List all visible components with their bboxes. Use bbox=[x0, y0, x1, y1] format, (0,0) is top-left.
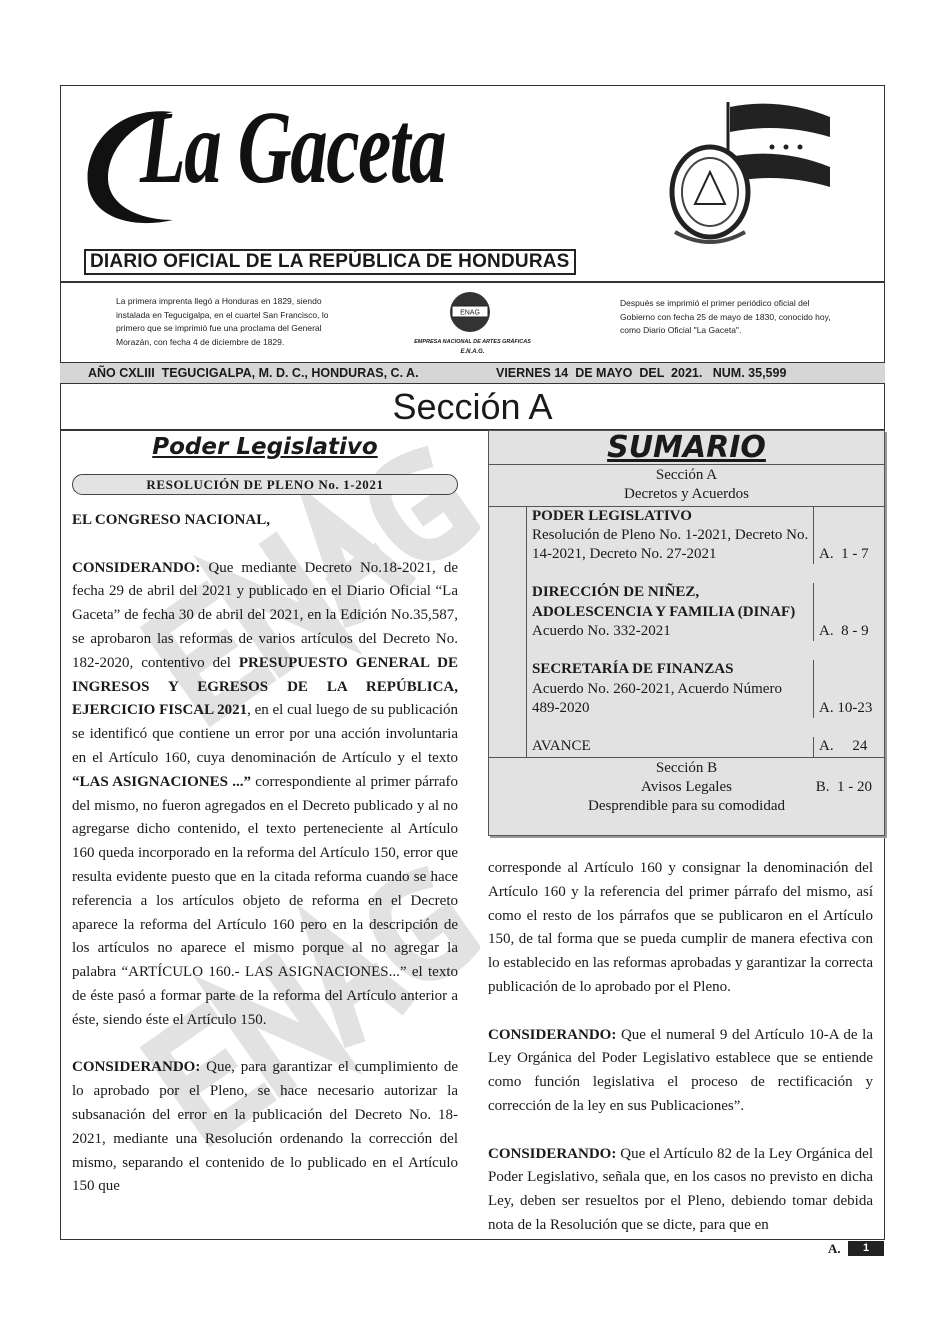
edition-date-number: VIERNES 14 DE MAYO DEL 2021. NUM. 35,599 bbox=[496, 366, 787, 380]
paragraph: corresponde al Artículo 160 y consignar la denominación del Artículo 160 y la referencia del primer párrafo del mismo, así como el resto de los párrafos que se publicaron en el Artículo 150, de tal forma que se pueda cumplir de manera efectiva con lo establecido en las reformas aprobadas y garantizar la correcta publicación de lo aprobado por el Pleno. bbox=[488, 860, 873, 995]
left-article-body bbox=[72, 509, 458, 1199]
text: Que el numeral 9 del Artículo 10-A de la Ley Orgánica del Poder Legislativo establece que se entiende como función legislativa el proceso de rectificación y corrección de la ley en sus Publicaciones”. bbox=[488, 1026, 873, 1114]
date-bar bbox=[60, 362, 885, 384]
text-bold: PRESUPUESTO GENERAL DE INGRESOS Y EGRESOS DE LA REPÚBLICA, EJERCICIO FISCAL 2021 bbox=[72, 654, 458, 719]
sumario-entry bbox=[527, 660, 884, 718]
paragraph-heading: EL CONGRESO NACIONAL, bbox=[72, 512, 270, 528]
sumario-box bbox=[488, 430, 885, 836]
paragraph bbox=[72, 557, 458, 1033]
sumario-title: SUMARIO bbox=[489, 431, 884, 465]
footer-section: A. bbox=[828, 1241, 841, 1256]
history-note-left: La primera imprenta llegó a Honduras en 1829, siendo instalada en Tegucigalpa, en el cuartel San Francisco, lo primero que se imprimió fue una proclama del General Morazán, con fecha 4 de diciembre de 1829. bbox=[116, 296, 329, 347]
sumario-entry-body: Resolución de Pleno No. 1-2021, Decreto No. 14-2021, Decreto No. 27-2021 bbox=[532, 526, 809, 563]
paragraph bbox=[488, 1024, 873, 1119]
history-note-right: Después se imprimió el primer periódico oficial del Gobierno con fecha 25 de mayo de 1830, conocido hoy, como Diario Oficial "La Gaceta". bbox=[620, 298, 831, 335]
sumario-entry-body: Acuerdo No. 260-2021, Acuerdo Número 489-2020 bbox=[532, 680, 782, 716]
right-article-body bbox=[488, 857, 873, 1262]
enag-short: E.N.A.G. bbox=[460, 349, 485, 355]
sumario-entry-body: AVANCE bbox=[532, 738, 591, 755]
text-bold: “LAS ASIGNACIONES ...” bbox=[72, 773, 252, 790]
resolution-banner: RESOLUCIÓN DE PLENO No. 1-2021 bbox=[72, 474, 458, 495]
masthead-title: La Gaceta bbox=[140, 90, 446, 205]
sumario-entry-body: Acuerdo No. 332-2021 bbox=[532, 623, 671, 640]
sumario-section-a-sub: Decretos y Acuerdos bbox=[624, 486, 749, 503]
sumario-section-b-label: Sección B bbox=[655, 759, 718, 776]
page-number: 1 bbox=[848, 1241, 884, 1256]
edition-location: AÑO CXLIII TEGUCIGALPA, M. D. C., HONDURAS, C. A. bbox=[88, 366, 419, 380]
section-title: Sección A bbox=[392, 386, 553, 427]
section-heading: Poder Legislativo bbox=[152, 434, 378, 460]
sumario-entry bbox=[527, 583, 884, 641]
sumario-section-b-note: Desprendible para su comodidad bbox=[587, 798, 786, 815]
paragraph bbox=[488, 1143, 873, 1238]
sumario-entry-pages: A. 10-23 bbox=[819, 699, 873, 716]
sumario-section-a-label: Sección A bbox=[655, 467, 718, 483]
sumario-entry-pages: A. 1 - 7 bbox=[819, 546, 869, 563]
divider bbox=[60, 281, 885, 283]
text: Que, para garantizar el cumplimiento de lo aprobado por el Pleno, se hace necesario autorizar la subsanación del error en la publicación del Decreto No. 18-2021, mediante una Resolución ordenando la corrección del mismo, separando el contenido de lo publicado en el Artículo 150 que bbox=[72, 1059, 458, 1195]
text: Que mediante Decreto No.18-2021, de fecha 29 de abril del 2021 y publicado en el Diario Oficial “La Gaceta” de fecha 30 de abril del 2021, en la Edición No.35,587, se aprobaron las reformas de varios artículos del Decreto No. 182-2020, contentivo del bbox=[72, 559, 458, 671]
sumario-entries bbox=[526, 507, 884, 757]
enag-badge: ENAG bbox=[460, 309, 480, 317]
coat-of-arms-icon bbox=[660, 92, 840, 257]
sumario-section-b bbox=[489, 757, 884, 835]
text: Que el Artículo 82 de la Ley Orgánica del Poder Legislativo, señala que, en los casos no previsto en dicha Ley, deben ser resueltos por el Pleno, debiendo tomar debida nota de la Resolución que se dicte, para que en bbox=[488, 1145, 873, 1233]
sumario-section-b-pages: B. 1 - 20 bbox=[815, 778, 872, 795]
text: correspondiente al primer párrafo del mismo, no fueron agregados en el Decreto publicado y al no agregarse dicho contenido, el texto perteneciente al Artículo 160 queda incorporado en la reforma del Artículo 150, error que resulta evidente puesto que en la citada reforma cuando se hace referencia a los artículos objeto de reforma en el Decreto aparece la reforma del Artículo 160 pero en la descripción de los artículos no aparece el mismo porque al no agregar la palabra “ARTÍCULO 160.- LAS ASIGNACIONES...” el texto de éste pasó a formar parte de la reforma del Artículo anterior a éste, siendo éste el Artículo 150. bbox=[72, 773, 459, 1028]
sumario-entry bbox=[527, 507, 884, 565]
label: CONSIDERANDO: bbox=[488, 1145, 617, 1162]
sumario-entry-pages: A. 24 bbox=[819, 738, 868, 755]
enag-gear-logo-icon bbox=[446, 287, 494, 337]
label: CONSIDERANDO: bbox=[72, 559, 201, 576]
label: CONSIDERANDO: bbox=[488, 1026, 617, 1043]
paragraph bbox=[72, 1056, 458, 1199]
sumario-section-b-sub: Avisos Legales bbox=[641, 778, 732, 795]
text: , en el cual luego de su publicación se identificó que contiene un error por una acción involuntaria en el Artículo 160, cuya denominación de Artículo y el texto bbox=[72, 702, 458, 766]
label: CONSIDERANDO: bbox=[72, 1059, 201, 1076]
masthead-subtitle: DIARIO OFICIAL DE LA REPÚBLICA DE HONDURAS bbox=[84, 249, 576, 275]
sumario-entry-pages: A. 8 - 9 bbox=[819, 623, 869, 640]
sumario-section-a bbox=[489, 465, 884, 507]
sumario-entry-heading: DIRECCIÓN DE NIÑEZ, ADOLESCENCIA Y FAMILIA (DINAF) bbox=[532, 584, 796, 620]
sumario-entry-heading: PODER LEGISLATIVO bbox=[532, 507, 692, 524]
sumario-entry-heading: SECRETARÍA DE FINANZAS bbox=[532, 661, 734, 678]
enag-name: EMPRESA NACIONAL DE ARTES GRÁFICAS bbox=[414, 339, 531, 345]
sumario-entry bbox=[527, 737, 884, 756]
